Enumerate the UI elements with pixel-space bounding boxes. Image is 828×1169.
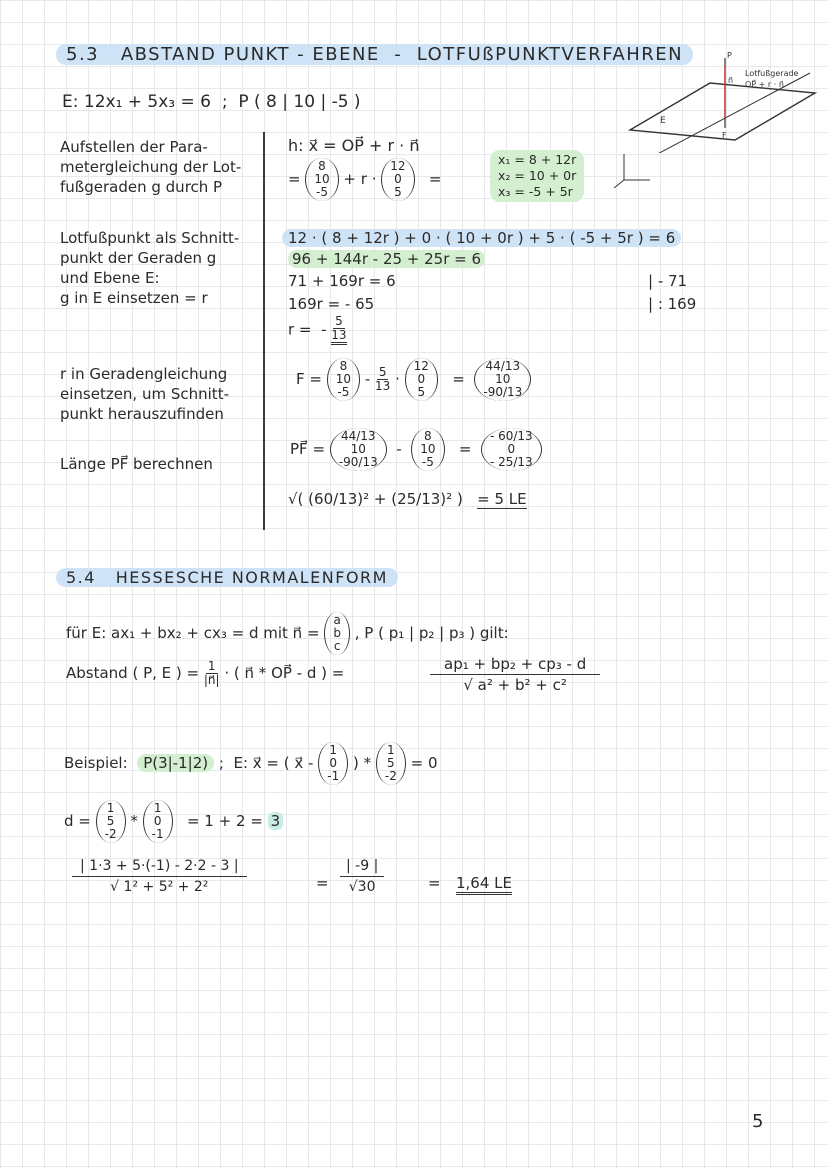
vec-comp: -2: [104, 827, 117, 841]
calc-fraction-2: [340, 856, 384, 897]
pf-minus: -: [396, 440, 402, 458]
axes-sketch-icon: [612, 150, 654, 188]
diagram-note-line2: OP⃗ + r · n⃗: [745, 80, 784, 89]
plane-diagram: [615, 48, 820, 153]
vec-comp: - 25/13: [489, 455, 533, 469]
given-line: [62, 92, 361, 112]
example-label: Beispiel:: [64, 754, 128, 772]
r-label: r =: [288, 320, 312, 339]
example-point: P(3|-1|2): [137, 754, 214, 772]
given-plane: E: 12x₁ + 5x₃ = 6: [62, 92, 211, 112]
length-result: = 5 LE: [477, 490, 527, 508]
eq-sign: =: [288, 170, 301, 188]
frac-num: | 1·3 + 5·(-1) - 2·2 - 3 |: [72, 856, 247, 877]
vector-pf2: [411, 428, 444, 471]
given-sep: ;: [221, 92, 228, 112]
hnf-definition: [66, 612, 509, 655]
substitution-line-2: [288, 250, 485, 268]
section-title-a: ABSTAND PUNKT - EBENE: [120, 44, 380, 65]
frac-num: ap₁ + bp₂ + cp₃ - d: [430, 654, 600, 675]
note-2-line: punkt der Geraden g: [60, 249, 217, 267]
calc-eq-1: =: [316, 874, 329, 892]
section-number: 5.3: [66, 44, 100, 65]
vec-comp: 10: [350, 442, 366, 456]
abstand-result-fraction: [430, 654, 600, 695]
frac-den: √30: [348, 879, 376, 895]
column-divider: [263, 132, 265, 530]
vec-comp: b: [333, 626, 341, 640]
frac-num: | -9 |: [340, 856, 384, 877]
f-equation: [296, 358, 531, 401]
vec-comp: -5: [316, 185, 328, 199]
vector-f2: [405, 358, 438, 401]
vec-comp: 10: [495, 372, 511, 386]
vec-comp: 8: [424, 429, 432, 443]
hnf-point-line: , P ( p₁ | p₂ | p₃ ) gilt:: [354, 624, 509, 642]
vector-n: [381, 158, 414, 201]
vector-bsp1: [318, 742, 348, 785]
eq-sign: =: [428, 170, 442, 188]
vec-comp: 1: [329, 743, 338, 757]
substitution-note-3: | - 71: [648, 272, 688, 290]
pf-label: PF⃗ =: [290, 440, 326, 458]
section-number: 5.4: [66, 568, 96, 587]
frac-num: 5: [378, 365, 387, 379]
r-result: [288, 315, 347, 345]
coord-line: x₃ = -5 + 5r: [498, 184, 573, 199]
vec-comp: 1: [387, 743, 395, 757]
vector-f1: [327, 358, 360, 401]
vec-comp: a: [333, 613, 341, 627]
calc-fraction-1: [72, 856, 247, 897]
note-4: Länge PF⃗ berechnen: [60, 455, 213, 473]
vec-comp: 5: [106, 814, 115, 828]
vector-op: [305, 158, 338, 201]
section-heading-5-4: [56, 568, 398, 587]
vec-comp: 0: [417, 372, 426, 386]
substitution-line: 12 · ( 8 + 12r ) + 0 · ( 10 + 0r ) + 5 · ( -5 + 5r ) = 6: [282, 229, 681, 247]
frac-den: 13: [375, 379, 391, 393]
substitution-line-4: 169r = - 65: [288, 295, 375, 313]
vector-f-result: [474, 358, 531, 401]
vec-comp: 10: [335, 372, 352, 386]
f-label: F =: [296, 370, 322, 388]
eq-sign: =: [458, 440, 472, 458]
vec-comp: 10: [314, 172, 330, 186]
vec-comp: 5: [387, 756, 395, 770]
vec-comp: 12: [413, 359, 429, 373]
abstand-formula: [66, 660, 344, 687]
section-title-b: LOTFUßPUNKTVERFAHREN: [416, 44, 684, 65]
section-heading-5-3: [56, 44, 693, 65]
length-calculation: [288, 490, 527, 508]
substitution-line-3: 71 + 169r = 6: [288, 272, 396, 290]
diagram-label-f: F: [722, 131, 727, 140]
length-expression: √( (60/13)² + (25/13)² ): [288, 490, 463, 508]
plus-r: + r ·: [343, 170, 377, 188]
frac-den: |n⃗|: [203, 673, 220, 687]
vec-comp: -90/13: [483, 385, 523, 399]
note-3-line: einsetzen, um Schnitt-: [60, 385, 229, 403]
vec-comp: 8: [339, 359, 348, 373]
final-calculation: [72, 856, 247, 897]
vec-comp: 1: [153, 801, 162, 815]
vector-bsp2: [376, 742, 406, 785]
vec-comp: 0: [394, 172, 402, 186]
vec-comp: 12: [390, 159, 406, 173]
diagram-label-n: n⃗: [728, 76, 734, 85]
vec-comp: 44/13: [485, 359, 521, 373]
vec-comp: 0: [329, 756, 338, 770]
vec-comp: -2: [384, 769, 397, 783]
vector-pf1: [330, 428, 387, 471]
diagram-label-p: P: [727, 51, 732, 60]
vec-comp: -5: [421, 455, 434, 469]
vec-comp: - 60/13: [489, 429, 533, 443]
page-number: 5: [752, 1111, 764, 1132]
note-3-line: punkt herauszufinden: [60, 405, 224, 423]
abstand-result: [430, 654, 600, 695]
abstand-fraction: [204, 660, 220, 687]
hnf-for-line: für E: ax₁ + bx₂ + cx₃ = d mit n⃗ =: [66, 624, 320, 642]
note-2: [60, 228, 239, 308]
substitution-note-4: | : 169: [648, 295, 697, 313]
line-equation-h: h: x⃗ = OP⃗ + r · n⃗: [288, 136, 420, 155]
given-point: P ( 8 | 10 | -5 ): [238, 92, 361, 112]
eq-sign: =: [452, 370, 465, 388]
vec-comp: -1: [151, 827, 164, 841]
vec-comp: -5: [337, 385, 350, 399]
note-1-line: fußgeraden g durch P: [60, 178, 223, 196]
d-star: *: [130, 812, 138, 830]
abstand-mid: · ( n⃗ * OP⃗ - d ) =: [224, 664, 345, 682]
vector-d2: [143, 800, 173, 843]
final-result: 1,64 LE: [456, 874, 512, 895]
note-1: [60, 137, 241, 197]
d-result: = 1 + 2 =: [186, 812, 263, 830]
note-1-line: Aufstellen der Para-: [60, 138, 208, 156]
note-3-line: r in Geradengleichung: [60, 365, 228, 383]
example-mid: ) *: [352, 754, 372, 772]
calc-fraction-2-wrap: [340, 856, 384, 897]
example-sep: ;: [218, 754, 224, 772]
vector-d1: [96, 800, 126, 843]
note-2-line: g in E einsetzen = r: [60, 289, 208, 307]
vec-comp: c: [333, 639, 341, 653]
vec-comp: 8: [318, 159, 326, 173]
note-1-line: metergleichung der Lot-: [60, 158, 242, 176]
vec-comp: 0: [153, 814, 162, 828]
coord-line: x₂ = 10 + 0r: [498, 168, 577, 183]
f-dot: ·: [395, 370, 400, 388]
f-minus: -: [364, 370, 371, 388]
section-title: HESSESCHE NORMALENFORM: [115, 568, 388, 587]
example-end: = 0: [410, 754, 438, 772]
diagram-note-line1: Lotfußgerade: [745, 69, 799, 78]
pf-equation: [290, 428, 542, 471]
coordinate-equations: [490, 150, 584, 202]
frac-den: √ a² + b² + c²: [463, 676, 567, 694]
calc-eq-2: =: [428, 874, 441, 892]
vector-abc: [324, 612, 350, 655]
sub2-highlight: 96 + 144r - 25 + 25r = 6: [288, 250, 485, 268]
note-3: [60, 364, 229, 424]
note-2-line: und Ebene E:: [60, 269, 160, 287]
d-value: 3: [268, 812, 284, 830]
frac-den: √ 1² + 5² + 2²: [110, 879, 209, 895]
r-minus: -: [321, 320, 327, 339]
vec-comp: 10: [420, 442, 436, 456]
d-calculation: [64, 800, 283, 843]
f-fraction: [375, 366, 390, 393]
vec-comp: -90/13: [338, 455, 378, 469]
note-2-line: Lotfußpunkt als Schnitt-: [60, 229, 240, 247]
frac-num: 1: [207, 659, 216, 673]
example-line: [64, 742, 438, 785]
line-vector-form: [288, 158, 441, 201]
section-title-sep: -: [394, 44, 403, 65]
r-fraction: [331, 315, 346, 345]
vec-comp: -1: [327, 769, 340, 783]
coord-line: x₁ = 8 + 12r: [498, 152, 577, 167]
vec-comp: 0: [507, 442, 516, 456]
vector-pf-result: [481, 428, 542, 471]
example-plane: E: x⃗ = ( x⃗ -: [233, 754, 314, 772]
abstand-label: Abstand ( P, E ) =: [66, 664, 200, 682]
frac-num: 5: [335, 314, 343, 328]
vec-comp: 44/13: [340, 429, 376, 443]
diagram-label-plane: E: [660, 116, 666, 126]
vec-comp: 5: [417, 385, 426, 399]
d-label: d =: [64, 812, 91, 830]
frac-den: 13: [331, 328, 347, 342]
vec-comp: 1: [106, 801, 115, 815]
vec-comp: 5: [394, 185, 402, 199]
